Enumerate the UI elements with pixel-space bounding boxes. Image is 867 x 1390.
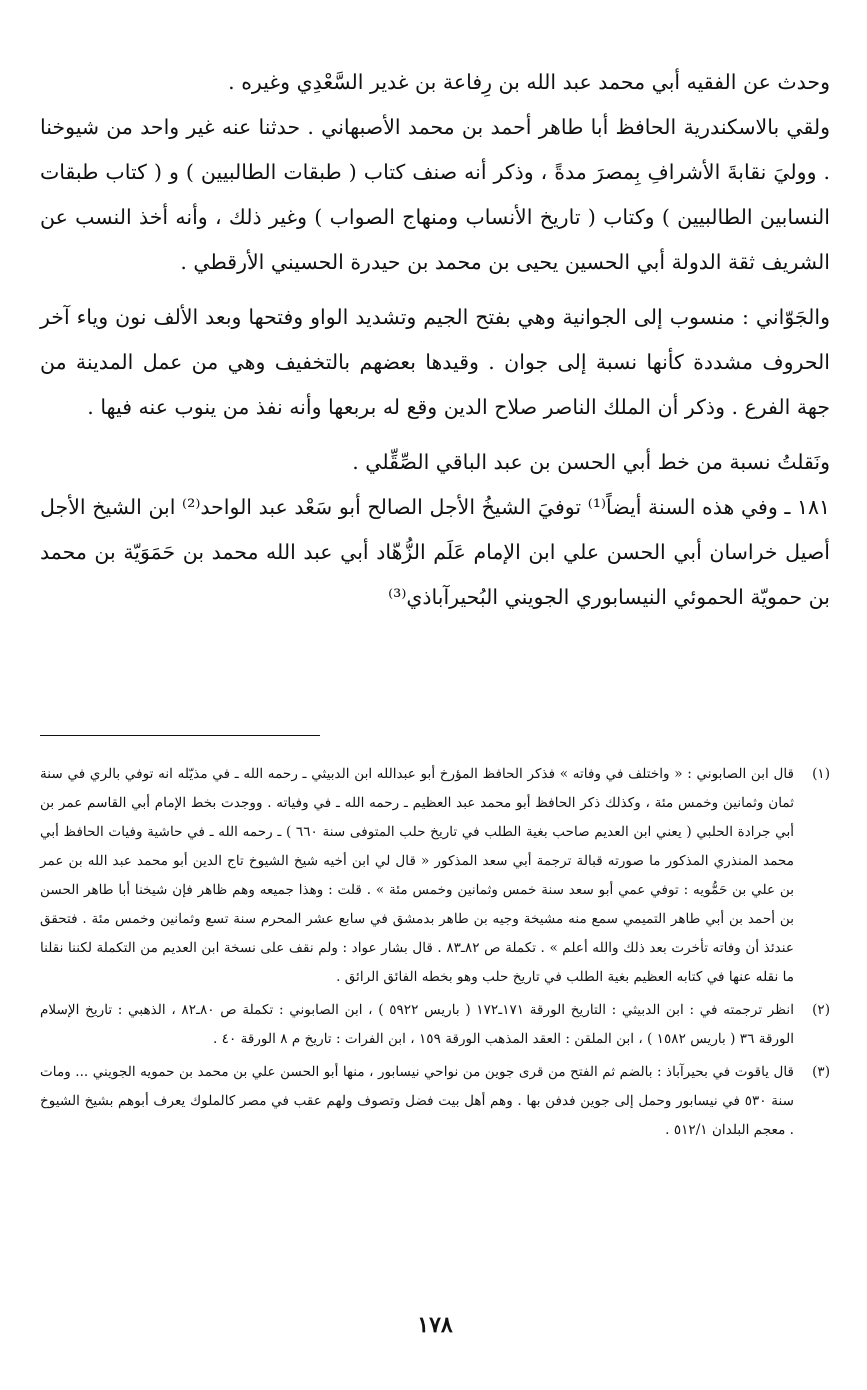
footnotes [40,760,830,1145]
paragraph-4: ونَقلتُ نسبة من خط أبي الحسن بن عبد الباقي الصِّقِّلي . [352,450,830,474]
footnote-text: انظر ترجمته في : ابن الدبيثي : التاريخ الورقة ١٧١ـ١٧٢ ( باريس ٥٩٢٢ ) ، ابن الصابوني : تكملة ص ٨٠ـ٨٢ ، الذهبي : تاريخ الإسلام الورقة ٣٦ ( باريس ١٥٨٢ ) ، ابن الملقن : العقد المذهب الورقة ١٥٩ ، ابن الفرات : تاريخ م ٨ الورقة ٤٠ . [40,1002,794,1047]
footnote-text: قال ابن الصابوني : « واختلف في وفاته » فذكر الحافظ المؤرخ أبو عبدالله ابن الدبيثي ـ رحمه الله ـ في مذيّله انه توفي بالري في سنة ثمان وثمانين وخمس مئة ، وكذلك ذكر الحافظ أبو محمد عبد العظيم ـ رحمه الله ـ في وفياته . ووجدت بخط الإمام أبي القاسم عمر بن أبي جرادة الحلبي ( يعني ابن العديم صاحب بغية الطلب في تاريخ حلب المتوفى سنة ٦٦٠ ) ـ رحمه الله ـ في حاشية وفيات الحافظ أبي محمد المنذري المذكور ما صورته قبالة ترجمة أبي سعد المذكور « قال لي ابن أخيه شيخ الشيوخ تاج الدين أبو محمد عبد الله بن عمر بن علي بن حَمُّويه : توفي عمي أبو سعد سنة خمس وثمانين وخمس مئة » . قلت : وهذا جميعه وهم ظاهر فإن شيخنا أبا طاهر الحسن بن أحمد بن أبي طاهر التميمي سمع منه مشيخة وجيه بن طاهر بدمشق في سابع عشر المحرم سنة تسع وثمانين وخمس مئة . فتحقق عندئذ أن وفاته تأخرت بعد ذلك والله أعلم » . تكملة ص ٨٢ـ٨٣ . قال بشار عواد : ولم نقف على نسخة ابن العديم من التكملة لكننا نقلنا ما نقله عنها في كتابه العظيم بغية الطلب في تاريخ حلب وهو بخطه الفائق الرائق . [40,766,795,985]
footnote-separator [40,735,320,736]
footnote-2 [40,996,830,1054]
paragraph-1: وحدث عن الفقيه أبي محمد عبد الله بن رِفاعة بن غدير السَّعْدِي وغيره . [228,70,830,94]
page-number: ١٧٨ [417,1312,453,1338]
entry-181: ١٨١ ـ وفي هذه السنة أيضاً⁽¹⁾ توفيَ الشيخُ الأجل الصالح أبو سَعْد عبد الواحد⁽²⁾ ابن الشيخ الأجل أصيل خراسان أبي الحسن علي ابن الإمام عَلَم الزُّهّاد أبي عبد الله محمد بن حَمَوَيّة بن محمد بن حمويّة الحموئي النيسابوري الجويني البُحيرآباذي⁽³⁾ [40,495,830,609]
footnote-1 [40,760,830,992]
footnote-number: (١) [812,766,830,782]
footnote-text: قال ياقوت في بحيرآباذ : بالضم ثم الفتح من قرى جوين من نواحي نيسابور ، منها أبو الحسن علي بن محمد بن حمويه الجويني ... ومات سنة ٥٣٠ في نيسابور وحمل إلى جوين فدفن بها . وهم أهل بيت فضل وتصوف ولهم عقب في مصر كالملوك يعرف أبوهم بشيخ الشيوخ . معجم البلدان ٥١٢/١ . [40,1064,794,1138]
footnote-3 [40,1058,830,1145]
footnote-number: (٣) [812,1064,830,1080]
paragraph-3: والجَوّاني : منسوب إلى الجوانية وهي بفتح الجيم وتشديد الواو وفتحها وبعد الألف نون وياء آخر الحروف مشددة كأنها نسبة إلى جوان . وقيدها بعضهم بالتخفيف وهي من عمل المدينة من جهة الفرع . وذكر أن الملك الناصر صلاح الدين وقع له بربعها وأنه نفذ من ينوب عنه فيها . [40,305,830,419]
paragraph-2: ولقي بالاسكندرية الحافظ أبا طاهر أحمد بن محمد الأصبهاني . حدثنا عنه غير واحد من شيوخنا . ووليَ نقابةَ الأشرافِ بِمصرَ مدةً ، وذكر أنه صنف كتاب ( طبقات الطالبيين ) و ( كتاب طبقات النسابين الطالبيين ) وكتاب ( تاريخ الأنساب ومنهاج الصواب ) وغير ذلك ، وأنه أخذ النسب عن الشريف ثقة الدولة أبي الحسين يحيى بن محمد بن حيدرة الحسيني الأرقطي . [40,115,830,274]
footnote-number: (٢) [812,1002,830,1018]
main-text [40,60,830,620]
page-body [40,60,830,1338]
